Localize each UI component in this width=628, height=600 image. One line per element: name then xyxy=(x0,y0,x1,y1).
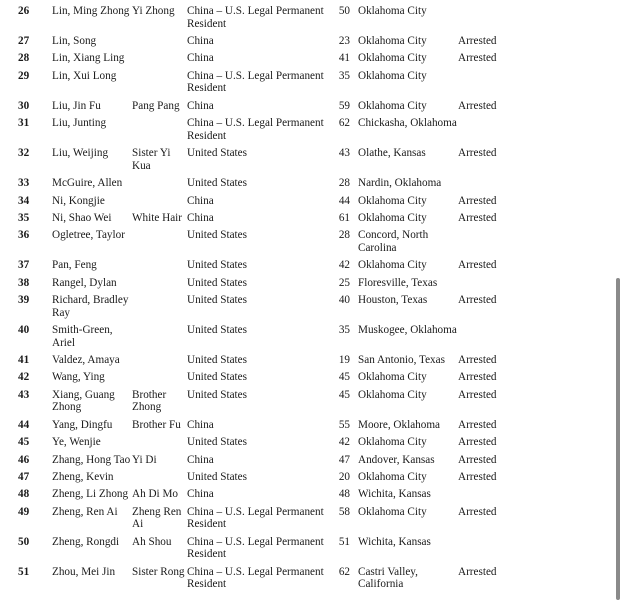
row-number-cell: 41 xyxy=(18,354,30,367)
alias-cell: Yi Zhong xyxy=(132,5,175,17)
table-row xyxy=(18,389,538,419)
city-cell: Oklahoma City xyxy=(358,5,427,17)
row-number-cell: 39 xyxy=(18,294,30,307)
row-number-cell: 43 xyxy=(18,388,30,401)
person-name-cell: Zheng, Li Zhong xyxy=(52,488,129,501)
alias-cell xyxy=(132,117,187,147)
nationality-cell: United States xyxy=(187,259,247,272)
age-cell: 35 xyxy=(338,324,350,337)
city-cell: Floresville, Texas xyxy=(358,276,438,289)
row-number-cell: 32 xyxy=(18,147,30,160)
table-row xyxy=(18,419,538,436)
alias-cell: Brother Fu xyxy=(132,418,181,431)
alias-cell xyxy=(132,294,187,324)
status-cell: Arrested xyxy=(458,354,497,367)
city-cell: Muskogee, Oklahoma xyxy=(358,324,457,337)
alias-cell: Brother Zhong xyxy=(132,388,167,414)
status-cell xyxy=(458,117,538,147)
person-name-cell: Lin, Xiang Ling xyxy=(52,52,125,65)
table-row xyxy=(18,324,538,354)
row-number-cell: 37 xyxy=(18,259,30,272)
nationality-cell: United States xyxy=(187,324,247,337)
table-row xyxy=(18,506,538,536)
alias-cell xyxy=(132,354,187,371)
alias-cell xyxy=(132,471,187,488)
table-row xyxy=(18,259,538,276)
status-cell xyxy=(458,70,538,100)
city-cell: San Antonio, Texas xyxy=(358,354,445,367)
person-name-cell: Valdez, Amaya xyxy=(52,354,120,367)
row-number-cell: 36 xyxy=(18,229,30,242)
nationality-cell: United States xyxy=(187,276,247,289)
person-name-cell: Xiang, Guang Zhong xyxy=(52,388,115,414)
vertical-scrollbar[interactable] xyxy=(612,0,628,600)
status-cell xyxy=(458,277,538,294)
row-number-cell: 38 xyxy=(18,276,30,289)
age-cell: 40 xyxy=(338,294,350,307)
nationality-cell: China – U.S. Legal Permanent Resident xyxy=(187,535,324,561)
table-row xyxy=(18,454,538,471)
table-row xyxy=(18,147,538,177)
table-row xyxy=(18,566,538,596)
alias-cell: Ah Shou xyxy=(132,535,172,548)
age-cell: 42 xyxy=(338,259,350,272)
table-row xyxy=(18,488,538,505)
alias-cell: Pang Pang xyxy=(132,99,180,112)
city-cell: Moore, Oklahoma xyxy=(358,418,441,431)
table-row xyxy=(18,294,538,324)
city-cell: Oklahoma City xyxy=(358,259,427,272)
table-row xyxy=(18,35,538,52)
age-cell: 28 xyxy=(338,177,350,190)
age-cell: 47 xyxy=(338,453,350,466)
city-cell: Chickasha, Oklahoma xyxy=(358,117,457,130)
row-number-cell: 45 xyxy=(18,436,30,449)
alias-cell xyxy=(132,371,187,388)
person-name-cell: Liu, Weijing xyxy=(52,147,109,160)
alias-cell: Sister Rong xyxy=(132,565,185,578)
status-cell: Arrested xyxy=(458,147,497,160)
alias-cell: White Hair xyxy=(132,211,183,224)
status-cell: Arrested xyxy=(458,194,497,207)
status-cell: Arrested xyxy=(458,34,497,47)
row-number-cell: 49 xyxy=(18,505,30,518)
table-row xyxy=(18,5,538,35)
age-cell: 25 xyxy=(338,276,350,289)
nationality-cell: China – U.S. Legal Permanent Resident xyxy=(187,565,324,591)
status-cell: Arrested xyxy=(458,470,497,483)
nationality-cell: United States xyxy=(187,147,247,160)
person-name-cell: Yang, Dingfu xyxy=(52,418,113,431)
table-row xyxy=(18,536,538,566)
city-cell: Andover, Kansas xyxy=(358,453,435,466)
city-cell: Oklahoma City xyxy=(358,69,427,82)
status-cell xyxy=(458,5,538,35)
nationality-cell: United States xyxy=(187,229,247,242)
status-cell xyxy=(458,324,538,354)
person-name-cell: Ogletree, Taylor xyxy=(52,229,125,242)
alias-cell xyxy=(132,35,187,52)
table-row xyxy=(18,212,538,229)
person-name-cell: Ni, Kongjie xyxy=(52,194,105,207)
nationality-cell: China – U.S. Legal Permanent Resident xyxy=(187,117,324,142)
alias-cell: Yi Di xyxy=(132,453,157,466)
person-name-cell: Rangel, Dylan xyxy=(52,276,117,289)
scrollbar-thumb[interactable] xyxy=(616,278,620,600)
city-cell: Oklahoma City xyxy=(358,436,427,449)
nationality-cell: China – U.S. Legal Permanent Resident xyxy=(187,5,324,30)
table-row xyxy=(18,52,538,69)
age-cell: 61 xyxy=(338,211,350,224)
nationality-cell: China xyxy=(187,99,214,112)
person-name-cell: Zheng, Kevin xyxy=(52,470,114,483)
age-cell: 44 xyxy=(338,194,350,207)
status-cell: Arrested xyxy=(458,505,497,518)
nationality-cell: United States xyxy=(187,470,247,483)
table-row xyxy=(18,471,538,488)
person-name-cell: Zhou, Mei Jin xyxy=(52,565,116,578)
alias-cell xyxy=(132,277,187,294)
status-cell: Arrested xyxy=(458,52,497,65)
nationality-cell: China xyxy=(187,488,214,501)
person-name-cell: Richard, Bradley Ray xyxy=(52,294,129,319)
alias-cell xyxy=(132,52,187,69)
nationality-cell: United States xyxy=(187,371,247,384)
status-cell: Arrested xyxy=(458,259,497,272)
status-cell: Arrested xyxy=(458,565,497,578)
status-cell: Arrested xyxy=(458,388,497,401)
nationality-cell: China – U.S. Legal Permanent Resident xyxy=(187,505,324,531)
city-cell: Olathe, Kansas xyxy=(358,147,426,160)
person-name-cell: Lin, Ming Zhong xyxy=(52,5,130,17)
person-name-cell: Zhang, Hong Tao xyxy=(52,453,131,466)
row-number-cell: 26 xyxy=(18,5,30,17)
row-number-cell: 46 xyxy=(18,453,30,466)
table-row xyxy=(18,436,538,453)
row-number-cell: 29 xyxy=(18,69,30,82)
city-cell: Concord, North Carolina xyxy=(358,229,429,254)
age-cell: 50 xyxy=(338,5,350,17)
status-cell: Arrested xyxy=(458,436,497,449)
status-cell: Arrested xyxy=(458,453,497,466)
age-cell: 41 xyxy=(338,52,350,65)
row-number-cell: 42 xyxy=(18,371,30,384)
nationality-cell: United States xyxy=(187,354,247,367)
table-row xyxy=(18,354,538,371)
city-cell: Oklahoma City xyxy=(358,371,427,384)
age-cell: 20 xyxy=(338,470,350,483)
age-cell: 45 xyxy=(338,388,350,401)
age-cell: 48 xyxy=(338,488,350,501)
row-number-cell: 34 xyxy=(18,194,30,207)
nationality-cell: China xyxy=(187,194,214,207)
nationality-cell: China xyxy=(187,211,214,224)
alias-cell xyxy=(132,177,187,194)
alias-cell xyxy=(132,324,187,354)
alias-cell: Ah Di Mo xyxy=(132,488,178,501)
age-cell: 62 xyxy=(338,565,350,578)
person-name-cell: Zheng, Ren Ai xyxy=(52,505,118,518)
row-number-cell: 31 xyxy=(18,117,30,130)
alias-cell xyxy=(132,436,187,453)
alias-cell xyxy=(132,259,187,276)
nationality-cell: China xyxy=(187,418,214,431)
row-number-cell: 50 xyxy=(18,535,30,548)
row-number-cell: 40 xyxy=(18,324,30,337)
age-cell: 43 xyxy=(338,147,350,160)
city-cell: Wichita, Kansas xyxy=(358,535,431,548)
person-name-cell: Lin, Song xyxy=(52,34,97,47)
person-name-cell: Pan, Feng xyxy=(52,259,97,272)
person-name-cell: Wang, Ying xyxy=(52,371,105,384)
age-cell: 51 xyxy=(338,535,350,548)
city-cell: Wichita, Kansas xyxy=(358,488,431,501)
age-cell: 42 xyxy=(338,436,350,449)
row-number-cell: 47 xyxy=(18,470,30,483)
age-cell: 58 xyxy=(338,505,350,518)
status-cell xyxy=(458,229,538,259)
city-cell: Oklahoma City xyxy=(358,194,427,207)
row-number-cell: 48 xyxy=(18,488,30,501)
city-cell: Oklahoma City xyxy=(358,211,427,224)
person-name-cell: Ye, Wenjie xyxy=(52,436,101,449)
age-cell: 55 xyxy=(338,418,350,431)
table-row xyxy=(18,100,538,117)
status-cell: Arrested xyxy=(458,211,497,224)
status-cell: Arrested xyxy=(458,99,497,112)
nationality-cell: United States xyxy=(187,436,247,449)
age-cell: 62 xyxy=(338,117,350,130)
row-number-cell: 28 xyxy=(18,52,30,65)
status-cell: Arrested xyxy=(458,418,497,431)
nationality-cell: China xyxy=(187,453,214,466)
status-cell xyxy=(458,536,538,566)
city-cell: Nardin, Oklahoma xyxy=(358,177,442,190)
nationality-cell: China xyxy=(187,34,214,47)
alias-cell: Zheng Ren Ai xyxy=(132,505,182,531)
table-row xyxy=(18,117,538,147)
table-row xyxy=(18,277,538,294)
table-row xyxy=(18,371,538,388)
age-cell: 19 xyxy=(338,354,350,367)
person-name-cell: Liu, Jin Fu xyxy=(52,99,101,112)
age-cell: 23 xyxy=(338,34,350,47)
status-cell: Arrested xyxy=(458,294,497,307)
city-cell: Castri Valley, California xyxy=(358,565,418,591)
city-cell: Houston, Texas xyxy=(358,294,428,307)
status-cell xyxy=(458,177,538,194)
city-cell: Oklahoma City xyxy=(358,52,427,65)
row-number-cell: 33 xyxy=(18,177,30,190)
table-row xyxy=(18,229,538,259)
alias-cell xyxy=(132,195,187,212)
nationality-cell: China xyxy=(187,52,214,65)
alias-cell xyxy=(132,70,187,100)
row-number-cell: 30 xyxy=(18,99,30,112)
city-cell: Oklahoma City xyxy=(358,99,427,112)
person-name-cell: Smith-Green, Ariel xyxy=(52,324,113,349)
person-name-cell: Ni, Shao Wei xyxy=(52,211,112,224)
age-cell: 28 xyxy=(338,229,350,242)
city-cell: Oklahoma City xyxy=(358,34,427,47)
table-row xyxy=(18,177,538,194)
status-cell: Arrested xyxy=(458,371,497,384)
row-number-cell: 44 xyxy=(18,418,30,431)
table-row xyxy=(18,195,538,212)
row-number-cell: 35 xyxy=(18,211,30,224)
nationality-cell: United States xyxy=(187,294,247,307)
row-number-cell: 27 xyxy=(18,34,30,47)
nationality-cell: United States xyxy=(187,177,247,190)
nationality-cell: China – U.S. Legal Permanent Resident xyxy=(187,69,324,95)
status-cell xyxy=(458,488,538,505)
table-body xyxy=(18,5,538,596)
person-name-cell: McGuire, Allen xyxy=(52,177,123,190)
alias-cell: Sister Yi Kua xyxy=(132,147,171,172)
city-cell: Oklahoma City xyxy=(358,505,427,518)
person-name-cell: Zheng, Rongdi xyxy=(52,535,120,548)
age-cell: 59 xyxy=(338,99,350,112)
table-row xyxy=(18,70,538,100)
city-cell: Oklahoma City xyxy=(358,388,427,401)
person-name-cell: Liu, Junting xyxy=(52,117,107,130)
row-number-cell: 51 xyxy=(18,565,30,578)
age-cell: 45 xyxy=(338,371,350,384)
defendants-table xyxy=(18,5,538,596)
age-cell: 35 xyxy=(338,69,350,82)
city-cell: Oklahoma City xyxy=(358,470,427,483)
nationality-cell: United States xyxy=(187,388,247,401)
person-name-cell: Lin, Xui Long xyxy=(52,69,117,82)
alias-cell xyxy=(132,229,187,259)
